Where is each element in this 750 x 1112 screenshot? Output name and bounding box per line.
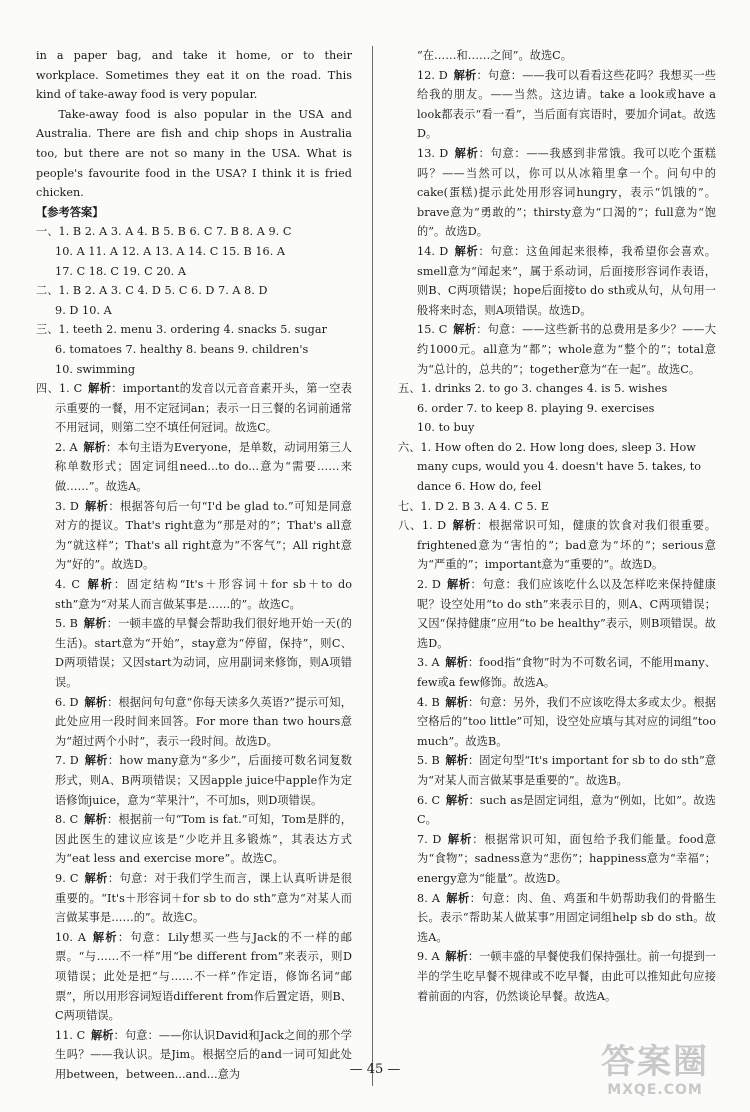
answer-row: 五、1. drinks 2. to go 3. changes 4. is 5. wishes — [398, 382, 668, 396]
explanation-item — [36, 379, 352, 438]
explanation-text: ：such as是固定词组，意为“例如，比如”。故选C。 — [417, 793, 717, 827]
question-number: 4. B — [417, 695, 440, 709]
analysis-tag: 解析 — [445, 753, 468, 768]
question-number: 8. A — [417, 891, 441, 905]
explanation-list — [398, 516, 716, 1006]
analysis-tag: 解析 — [83, 439, 106, 454]
question-number: 5. B — [417, 754, 440, 768]
explanation-item — [36, 575, 352, 614]
question-number: 9. A — [417, 950, 440, 964]
answer-row: 6. tomatoes 7. healthy 8. beans 9. children's — [55, 342, 309, 356]
left-column — [36, 46, 352, 1084]
explanation-item — [398, 693, 716, 752]
analysis-tag: 解析 — [83, 812, 108, 827]
question-number: 4. C — [55, 578, 80, 592]
explanation-text: ：how many意为“多少”，后面接可数名词复数形式，则A、B两项错误；又因apple juice中apple作为定语修饰juice，意为“苹果汁”，不可加s，则D项错误。 — [55, 754, 352, 807]
analysis-tag: 解析 — [453, 243, 479, 258]
answer-row: 10. swimming — [55, 362, 136, 376]
answer-heading: 【参考答案】 — [36, 204, 104, 219]
explanation-item — [398, 751, 716, 790]
answer-row: 七、1. D 2. B 3. A 4. C 5. E — [398, 499, 550, 513]
explanation-list — [398, 66, 716, 380]
explanation-text: ：本句主语为Everyone，是单数，动词用第三人称单数形式；固定词组need...to do...意为“需要……来做……”。故选A。 — [55, 440, 352, 494]
explanation-text: ：句意：——这些新书的总费用是多少？——大约1000元。all意为“都”；whole意为“整个的”；total意为“总计的，总共的”；together意为“在一起”。故选C。 — [417, 323, 716, 376]
answer-row: 10. to buy — [417, 421, 475, 435]
analysis-tag: 解析 — [445, 694, 468, 709]
question-number: 8. C — [55, 813, 79, 827]
explanation-item — [398, 516, 716, 575]
explanation-text: ：句意：——你认识David和Jack之间的那个学生吗？——我认识。是Jim。根据空后的and一词可知此处用between，between...and...意为 — [55, 1028, 352, 1081]
watermark-url: MXQE.COM — [607, 1082, 703, 1098]
analysis-tag: 解析 — [447, 831, 473, 846]
question-number: 四、1. C — [36, 382, 83, 396]
answer-row: 三、1. teeth 2. menu 3. ordering 4. snacks 5. sugar — [36, 323, 327, 337]
explanation-text: ：food指“食物”时为不可数名词，不能用many、few或a few修饰。故选A。 — [417, 656, 716, 689]
explanation-item — [36, 869, 352, 928]
analysis-tag: 解析 — [453, 67, 477, 82]
explanation-item — [398, 947, 716, 1006]
explanation-item — [36, 928, 352, 1026]
explanation-text: ：句意：另外，我们不应该吃得太多或太少。根据空格后的“too little”可知，设空处应填与其对应的词组“too much”。故选B。 — [417, 695, 716, 748]
analysis-tag: 解析 — [83, 616, 107, 631]
explanation-text: ：根据前一句“Tom is fat.”可知，Tom是胖的，因此医生的建议应该是“少吃并且多锻炼”，其表达方式为“eat less and exercise more”。故选C。 — [55, 813, 352, 866]
explanation-item — [398, 242, 716, 320]
explanation-text: ：根据问句句意“你每天读多久英语?”提示可知，此处应用一段时间来回答。For more than two hours意为“超过两个小时”，表示一段时间。故选D。 — [55, 695, 353, 748]
column-divider — [372, 46, 373, 1086]
analysis-tag: 解析 — [445, 655, 468, 670]
explanation-item — [398, 320, 716, 379]
analysis-tag: 解析 — [453, 322, 477, 337]
analysis-tag: 解析 — [84, 694, 108, 709]
explanation-text: ：固定句型“It's important for sb to do sth”意为“对某人而言做某事是重要的”。故选B。 — [417, 754, 717, 787]
explanation-text: ：根据常识可知，面包给予我们能量。food意为“食物”；sadness意为“悲伤”；happiness意为“幸福”；energy意为“能量”。故选D。 — [417, 832, 717, 885]
question-number: 6. C — [417, 793, 441, 807]
question-number: 9. C — [55, 871, 79, 885]
analysis-tag: 解析 — [91, 929, 118, 944]
answer-row: dance 6. How do, feel — [417, 480, 542, 494]
explanation-text: ：句意：——我感到非常饿。我可以吃个蛋糕吗？——当然可以，你可以从冰箱里拿一个。问句中的cake(蛋糕)提示此处用形容词hungry，表示“饥饿的”。brave意为“勇敢的”；thirsty意为“口渴的”；full意为“饱的”。故选D。 — [417, 146, 716, 239]
question-number: 10. A — [55, 930, 86, 944]
passage-paragraph: Take-away food is also popular in the USA and Australia. There are fish and chip shops in Australia too, but there are not so many in the USA. What is people's favourite food in the USA? I think it is fried chicken. — [36, 107, 352, 200]
analysis-tag: 解析 — [84, 498, 109, 513]
page-number: — 45 — — [349, 1062, 401, 1077]
analysis-tag: 解析 — [445, 949, 468, 964]
question-number: 15. C — [417, 323, 448, 337]
answer-row: 9. D 10. A — [55, 303, 112, 317]
question-number: 八、1. D — [398, 519, 447, 533]
explanation-item — [36, 614, 352, 692]
analysis-tag: 解析 — [90, 1027, 114, 1042]
explanation-text: ：句意：我们应该吃什么以及怎样吃来保持健康呢？设空处用“to do sth”来表示目的，则A、C两项错误；又因“保持健康”应用“to be healthy”表示，则B项错误。故选D。 — [417, 578, 716, 650]
question-number: 3. D — [55, 499, 79, 513]
analysis-tag: 解析 — [87, 381, 112, 396]
explanation-text: ：固定结构“It's＋形容词＋for sb＋to do sth”意为“对某人而言做某事是……的”。故选C。 — [55, 578, 352, 611]
explanation-item — [36, 693, 352, 752]
explanation-item — [398, 144, 716, 242]
question-number: 5. B — [55, 617, 78, 631]
question-number: 12. D — [417, 68, 448, 82]
question-number: 6. D — [55, 695, 79, 709]
explanation-item — [398, 66, 716, 144]
analysis-tag: 解析 — [85, 577, 114, 592]
explanation-text: ：句意：——我可以看看这些花吗？我想买一些给我的朋友。——当然。这边请。take a look或have a look都表示“看一看”，当后面有宾语时，要加介词at。故选D。 — [417, 68, 716, 141]
answer-row: 一、1. B 2. A 3. A 4. B 5. B 6. C 7. B 8. A 9. C — [36, 225, 292, 239]
analysis-tag: 解析 — [451, 518, 477, 533]
question-number: 2. D — [417, 578, 441, 592]
explanation-text: ：句意：这鱼闻起来很棒，我希望你会喜欢。smell意为“闻起来”，属于系动词，后面接形容词作表语，则B、C两项错误；hope后面接to do sth或从句，从句用一般将来时态，则A项错误。故选D。 — [417, 244, 716, 317]
answer-row: many cups, would you 4. doesn't have 5. takes, to — [417, 460, 702, 474]
explanation-text: ：句意：肉、鱼、鸡蛋和牛奶帮助我们的骨骼生长。表示“帮助某人做某事”用固定词组help sb do sth。故选A。 — [417, 891, 716, 944]
passage-paragraph: in a paper bag, and take it home, or to their workplace. Sometimes they eat it on the road. This kind of take-away food is very popular. — [36, 49, 352, 102]
explanation-item — [36, 438, 352, 497]
watermark-text: 答案圈 — [601, 1042, 709, 1082]
explanation-text: ：句意：对于我们学生而言，课上认真听讲是很重要的。“It's＋形容词＋for sb to do sth”意为“对某人而言做某事是……的”。故选C。 — [55, 871, 352, 925]
explanation-text: ：句意：Lily想买一些与Jack的不一样的邮票。“与……不一样”用“be different from”来表示，则D项错误；此处是把“与……不一样”作定语，修饰名词“邮票”，所以用形容词短语different from作后置定语，则B、C两项错误。 — [55, 930, 352, 1023]
explanation-item — [398, 889, 716, 948]
explanation-continuation: “在……和……之间”。故选C。 — [417, 49, 573, 62]
explanation-item — [398, 653, 716, 692]
explanation-item — [398, 575, 716, 653]
analysis-tag: 解析 — [453, 145, 479, 160]
answer-row: 二、1. B 2. A 3. C 4. D 5. C 6. D 7. A 8. D — [36, 284, 268, 298]
explanation-text: ：important的发音以元音音素开头，第一空表示重要的一餐，用不定冠词an；表示一日三餐的名词前通常不用冠词，则第二空不填任何冠词。故选C。 — [55, 382, 352, 435]
explanation-text: ：根据答句后一句“I'd be glad to.”可知是同意对方的提议。That's right意为“那是对的”；That's all意为“就这样”；That's all right意为“不客气”；All right意为“好的”。故选D。 — [55, 499, 352, 572]
analysis-tag: 解析 — [84, 870, 108, 885]
answer-row: 六、1. How often do 2. How long does, sleep 3. How — [398, 440, 696, 454]
explanation-item — [36, 751, 352, 810]
right-column — [398, 46, 716, 1006]
answer-row: 6. order 7. to keep 8. playing 9. exercises — [417, 401, 655, 415]
explanation-item — [398, 791, 716, 830]
analysis-tag: 解析 — [445, 792, 469, 807]
question-number: 3. A — [417, 656, 440, 670]
analysis-tag: 解析 — [445, 890, 470, 905]
question-number: 7. D — [417, 832, 442, 846]
explanation-item — [398, 830, 716, 889]
explanation-item — [36, 497, 352, 575]
explanation-text: ：一顿丰盛的早餐使我们保持强壮。前一句提到一半的学生吃早餐不规律或不吃早餐，由此可以推知此句应接着前面的内容，仍然谈论早餐。故选A。 — [417, 950, 716, 1003]
analysis-tag: 解析 — [84, 753, 108, 768]
answer-row: 17. C 18. C 19. C 20. A — [55, 264, 187, 278]
question-number: 11. C — [55, 1028, 86, 1042]
question-number: 7. D — [55, 754, 79, 768]
explanation-text: ：一顿丰盛的早餐会帮助我们很好地开始一天(的生活)。start意为“开始”，stay意为“停留，保持”，则C、D两项错误；又因start为动词，应用副词来修饰，则A项错误。 — [55, 617, 352, 689]
explanation-item — [36, 810, 352, 869]
analysis-tag: 解析 — [446, 577, 471, 592]
question-number: 14. D — [417, 244, 449, 258]
answer-row: 10. A 11. A 12. A 13. A 14. C 15. B 16. A — [55, 244, 286, 258]
watermark-logo — [580, 1042, 730, 1104]
explanation-list — [36, 379, 352, 1084]
question-number: 13. D — [417, 146, 449, 160]
explanation-text: ：根据常识可知，健康的饮食对我们很重要。frightened意为“害怕的”；bad意为“坏的”；serious意为“严重的”；important意为“重要的”。故选D。 — [417, 519, 716, 572]
question-number: 2. A — [55, 440, 78, 454]
